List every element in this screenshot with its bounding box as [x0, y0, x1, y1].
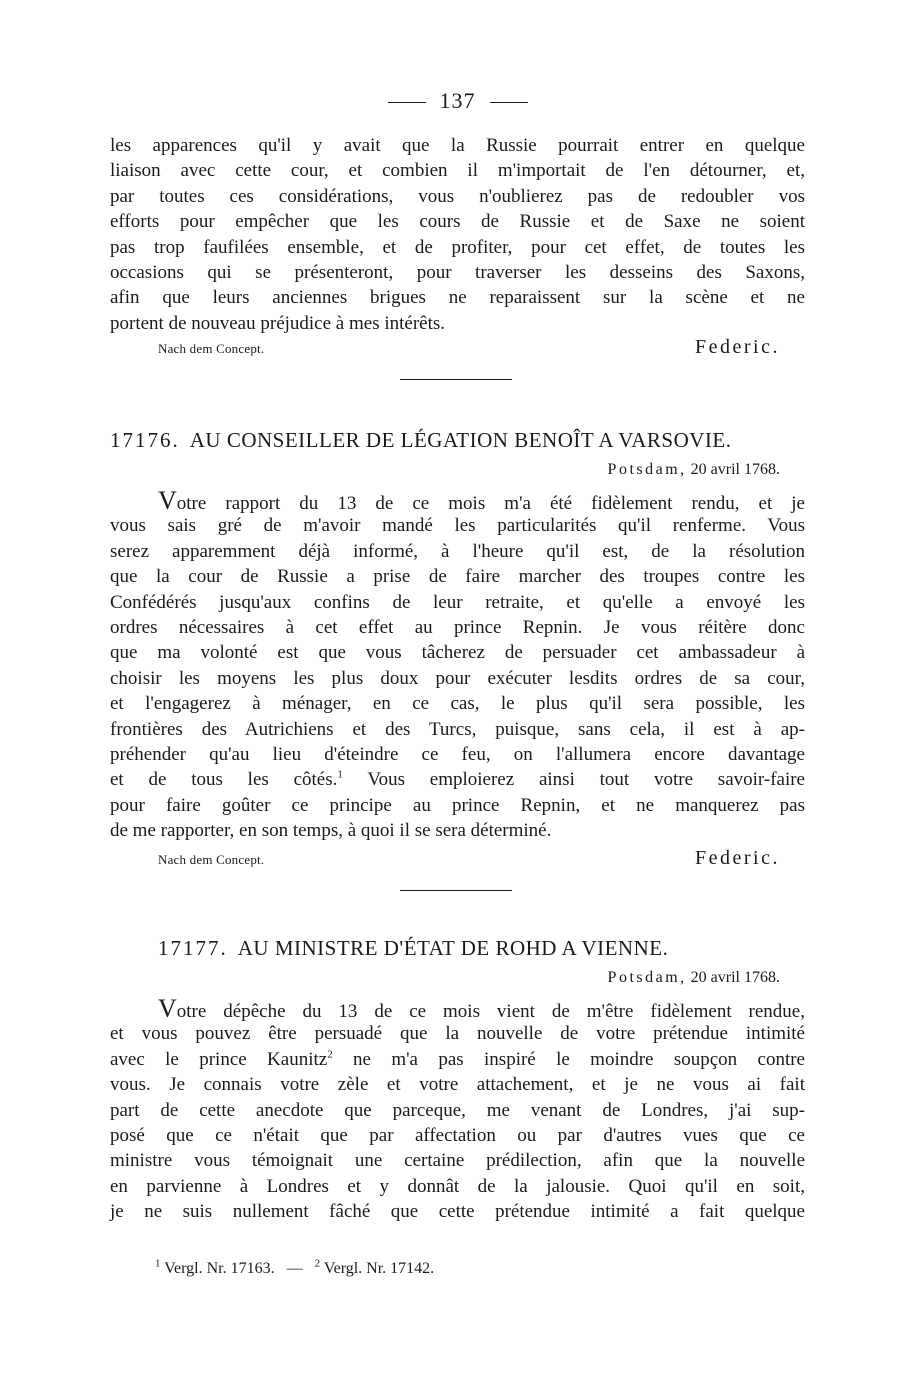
- paragraph-line: pas trop faufilées ensemble, et de profiter, pour cet effet, de toutes les: [110, 236, 805, 258]
- paragraph-line: par toutes ces considérations, vous n'oublierez pas de redoubler vos: [110, 185, 805, 207]
- paragraph-line: part de cette anecdote que parceque, me venant de Londres, j'ai sup-: [110, 1099, 805, 1121]
- paragraph-line: serez apparemment déjà informé, à l'heure qu'il est, de la résolution: [110, 540, 805, 562]
- paragraph-line: de me rapporter, en son temps, à quoi il se sera déterminé.: [110, 820, 552, 842]
- letter-heading: [110, 428, 805, 453]
- letter-heading: [158, 936, 853, 961]
- letter-date: 20 avril 1768.: [690, 969, 780, 986]
- footnote-reference: 1: [337, 768, 343, 781]
- letter-dateline: [608, 969, 780, 987]
- paragraph-line: vous. Je connais votre zèle et votre attachement, et je ne vous ai fait: [110, 1074, 805, 1096]
- paragraph-line: je ne suis nullement fâché que cette prétendue intimité a fait quelque: [110, 1201, 805, 1223]
- paragraph-line: et vous pouvez être persuadé que la nouvelle de votre prétendue intimité: [110, 1023, 805, 1045]
- letter-body: [110, 996, 805, 1225]
- page-number-dash-right: [490, 102, 528, 103]
- paragraph-line: que la cour de Russie a prise de faire marcher des troupes contre les: [110, 566, 805, 588]
- letter-place: Potsdam,: [607, 969, 687, 986]
- footnote-mark: 2: [314, 1257, 321, 1270]
- document-page: [110, 0, 805, 1381]
- signature: Federic.: [695, 336, 780, 358]
- line-text: ne m'a pas inspiré le moindre soupçon contre: [332, 1048, 805, 1070]
- paragraph-line: efforts pour empêcher que les cours de Russie et de Saxe ne soient: [110, 211, 805, 233]
- intro-paragraph: [110, 133, 805, 336]
- footnote-text: Vergl. Nr. 17142.: [323, 1260, 435, 1277]
- paragraph-line: posé que ce n'était que par affectation ou par d'autres vues que ce: [110, 1124, 805, 1146]
- intro-closing: [158, 333, 780, 359]
- paragraph-line: les apparences qu'il y avait que la Russie pourrait entrer en quelque: [110, 135, 805, 156]
- section-divider: [400, 890, 512, 891]
- section-divider: [400, 379, 512, 380]
- paragraph-line: que ma volonté est que vous tâcherez de persuader cet ambassadeur à: [110, 642, 805, 664]
- page-number: [110, 88, 805, 114]
- page-number-dash-left: [388, 102, 426, 103]
- line-text: et de tous les côtés.: [110, 769, 338, 791]
- paragraph-line: [110, 767, 805, 792]
- footnotes: [155, 1257, 435, 1278]
- paragraph-line: pour faire goûter ce principe au prince Repnin, et ne manquerez pas: [110, 794, 805, 816]
- footnote-text: Vergl. Nr. 17163.: [164, 1260, 275, 1277]
- line-text: Vous emploierez ainsi tout votre savoir-faire: [342, 769, 805, 791]
- letter-title: AU MINISTRE D'ÉTAT DE ROHD A VIENNE.: [237, 936, 669, 960]
- footnote-reference: 2: [327, 1048, 333, 1061]
- paragraph-line: préhender qu'au lieu d'éteindre ce feu, on l'allumera encore davantage: [110, 743, 805, 765]
- footnote-separator: —: [286, 1260, 303, 1277]
- paragraph-line: occasions qui se présenteront, pour traverser les desseins des Saxons,: [110, 261, 805, 283]
- line-text: otre rapport du 13 de ce mois m'a été fidèlement rendu, et je: [176, 493, 805, 514]
- letter-closing: [158, 844, 780, 870]
- paragraph-line: afin que leurs anciennes brigues ne reparaissent sur la scène et ne: [110, 287, 805, 309]
- letter-place: Potsdam,: [607, 461, 687, 478]
- paragraph-line: Confédérés jusqu'aux confins de leur retraite, et qu'elle a envoyé les: [110, 591, 805, 613]
- letter-date: 20 avril 1768.: [690, 461, 780, 478]
- paragraph-line: liaison avec cette cour, et combien il m'importait de l'en détourner, et,: [110, 160, 805, 182]
- paragraph-line: [110, 488, 805, 513]
- paragraph-line: en parvienne à Londres et y donnât de la jalousie. Quoi qu'il en soit,: [110, 1175, 805, 1197]
- letter-number: 17176.: [110, 428, 180, 452]
- drop-cap: V: [158, 486, 177, 515]
- line-text: avec le prince Kaunitz: [110, 1048, 328, 1070]
- paragraph-line: portent de nouveau préjudice à mes intérêts.: [110, 312, 446, 334]
- drop-cap: V: [158, 994, 177, 1023]
- letter-body: [110, 488, 805, 843]
- paragraph-line: vous sais gré de m'avoir mandé les particularités qu'il renferme. Vous: [110, 515, 805, 537]
- paragraph-line: [110, 996, 805, 1021]
- paragraph-line: ordres nécessaires à cet effet au prince Repnin. Je vous réitère donc: [110, 616, 805, 638]
- footnote-mark: 1: [155, 1257, 161, 1270]
- letter-dateline: [608, 461, 780, 479]
- signature: Federic.: [695, 847, 780, 869]
- paragraph-line: [110, 1047, 805, 1072]
- page-number-text: 137: [439, 88, 476, 113]
- paragraph-line: ministre vous témoignait une certaine prédilection, afin que la nouvelle: [110, 1150, 805, 1172]
- letter-number: 17177.: [158, 936, 228, 960]
- line-text: otre dépêche du 13 de ce mois vient de m'être fidèlement rendue,: [176, 1001, 805, 1022]
- letter-title: AU CONSEILLER DE LÉGATION BENOÎT A VARSOVIE.: [189, 428, 732, 452]
- paragraph-line: frontières des Autrichiens et des Turcs, puisque, sans cela, il est à ap-: [110, 718, 805, 740]
- source-note: Nach dem Concept.: [158, 341, 265, 356]
- source-note: Nach dem Concept.: [158, 852, 265, 867]
- paragraph-line: et l'engagerez à ménager, en ce cas, le plus qu'il sera possible, les: [110, 693, 805, 715]
- paragraph-line: choisir les moyens les plus doux pour exécuter lesdits ordres de sa cour,: [110, 667, 805, 689]
